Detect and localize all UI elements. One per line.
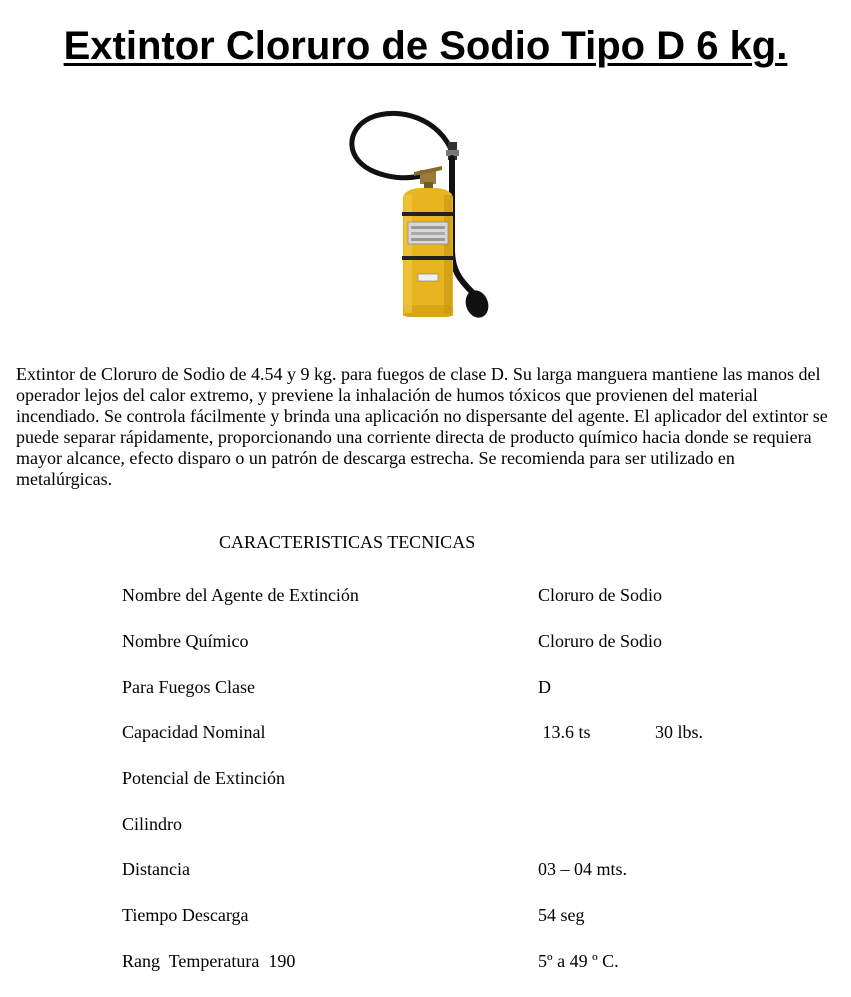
page-title: Extintor Cloruro de Sodio Tipo D 6 kg. (63, 24, 788, 68)
spec-value: 5º a 49 º C. (538, 951, 619, 971)
spec-label: Capacidad Nominal (122, 722, 266, 742)
spec-label: Potencial de Extinción (122, 768, 285, 788)
spec-label: Cilindro (122, 814, 183, 834)
spec-label: Tiempo Descarga (122, 905, 249, 925)
spec-value: Cloruro de Sodio (538, 585, 662, 605)
product-description: Extintor de Cloruro de Sodio de 4.54 y 9 kg. para fuegos de clase D. Su larga manguera mantiene las manos del operador lejos del calor extremo, y previene la inhalación de humos tóxicos que provienen del material incendiado. Se controla fácilmente y brinda una aplicación no dispersante del agente. El aplicador del extintor se puede separar rápidamente, proporcionando una corriente directa de producto químico hacia donde se requiera mayor alcance, efecto disparo o un patrón de descarga estrecha. Se recomienda para ser utilizado en metalúrgicas. (16, 364, 828, 489)
specs-heading: CARACTERISTICAS TECNICAS (219, 532, 476, 552)
spec-value: 54 seg (538, 905, 585, 925)
spec-value: 03 – 04 mts. (538, 859, 628, 879)
spec-value: D (538, 677, 551, 697)
spec-label: Nombre del Agente de Extinción (122, 585, 359, 605)
fire-extinguisher-icon (340, 100, 500, 325)
spec-label: Distancia (122, 859, 190, 879)
spec-value: 13.6 ts (538, 722, 591, 742)
spec-label: Nombre Químico (122, 631, 249, 651)
spec-value: Cloruro de Sodio (538, 631, 662, 651)
spec-label: Rang Temperatura 190 (122, 951, 296, 971)
spec-label: Para Fuegos Clase (122, 677, 255, 697)
spec-value-extra: 30 lbs. (655, 722, 704, 742)
